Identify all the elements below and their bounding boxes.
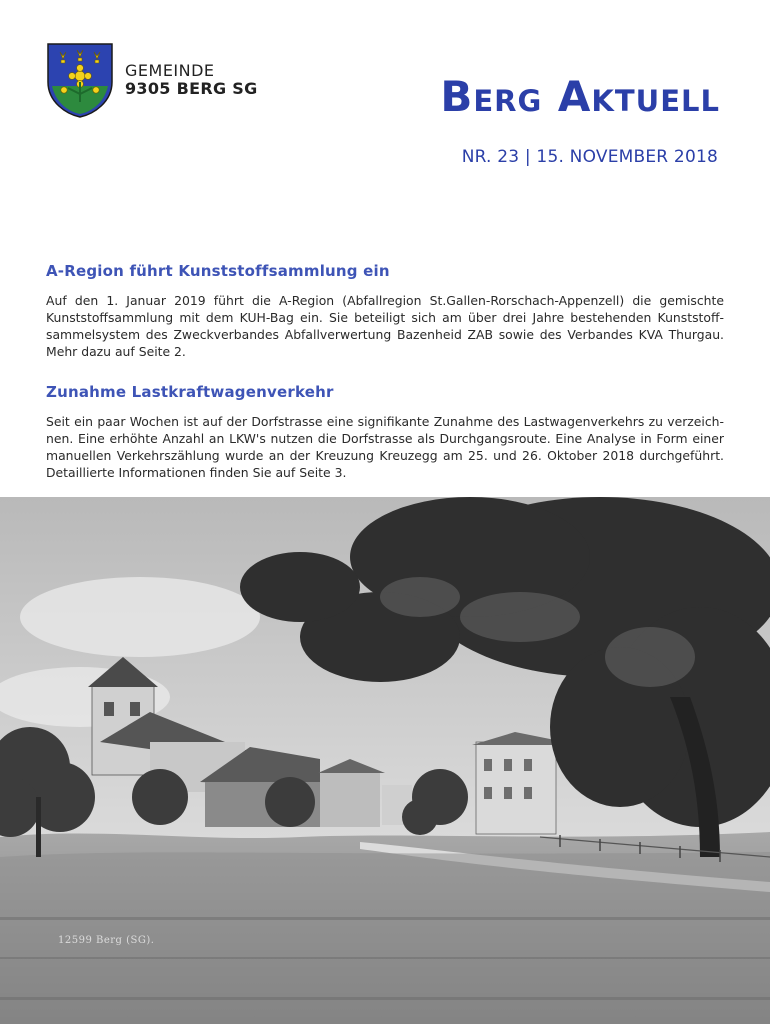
article-heading: A-Region führt Kunststoffsammlung ein [46, 262, 390, 280]
municipality-line1: GEMEINDE [125, 61, 215, 80]
article-body: Auf den 1. Januar 2019 führt die A-Region (Abfallregion St.Gallen-Rorschach-Appenzell) die gemischte Kunststoffsammlung mit dem KUH-Bag ein. Sie beteiligt sich am über drei Jahre bestehenden Kunststoff-sammelsystem des Zweckverbandes Abfallverwertung Bazenheid ZAB sowie des Verbandes KVA Thurgau. Mehr dazu auf Seite 2. [46, 293, 724, 359]
article-plastic-collection [46, 262, 724, 360]
municipality-line2: 9305 BERG SG [125, 79, 258, 98]
article-truck-traffic [46, 383, 724, 481]
article-body: Seit ein paar Wochen ist auf der Dorfstrasse eine signifikante Zunahme des Lastwagenverkehrs zu verzeich-nen. Eine erhöhte Anzahl an LKW's nutzen die Dorfstrasse als Durchgangsroute. Eine Analyse in Form einer manuellen Verkehrszählung wurde an der Kreuzung Kreuzegg am 25. und 26. Oktober 2018 durchgeführt. Detaillierte Informationen finden Sie auf Seite 3. [46, 414, 724, 480]
village-photo [0, 497, 770, 1024]
masthead-header [0, 0, 770, 240]
article-heading: Zunahme Lastkraftwagenverkehr [46, 383, 334, 401]
newsletter-title: Berg Aktuell [440, 72, 720, 121]
coat-of-arms-icon [46, 42, 114, 118]
photo-caption: 12599 Berg (SG). [58, 935, 155, 946]
municipality-name [125, 62, 258, 98]
issue-number-date: NR. 23 | 15. NOVEMBER 2018 [461, 147, 718, 167]
